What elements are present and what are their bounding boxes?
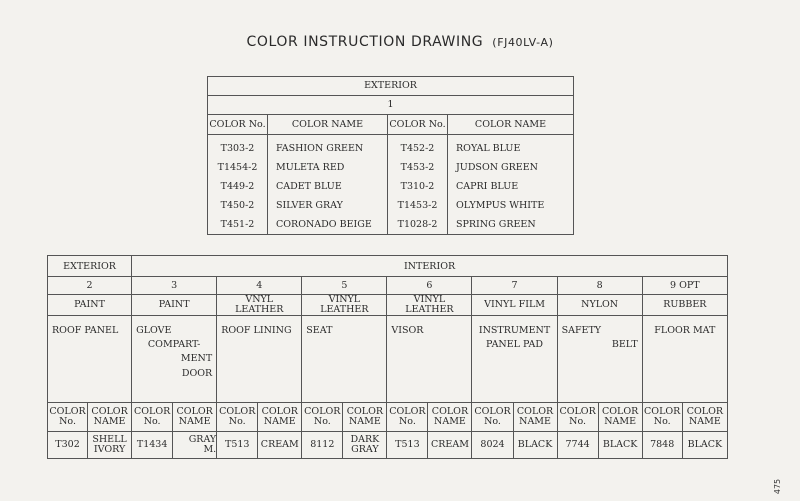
col-color-name	[598, 402, 642, 431]
color-name	[682, 431, 727, 458]
item-number: 4	[217, 277, 302, 295]
color-name	[343, 431, 387, 458]
item-number: 8	[557, 277, 642, 295]
material-label: LEATHER	[320, 303, 369, 315]
color-name: CORONADO BEIGE	[276, 219, 372, 230]
header-line: COLOR	[176, 405, 213, 417]
col-color-no	[217, 402, 258, 431]
part-label: SAFETY	[561, 324, 602, 336]
material-cell	[472, 295, 557, 316]
color-name: FASHION GREEN	[276, 143, 364, 154]
material-cell	[387, 295, 472, 316]
interior-label: INTERIOR	[132, 256, 728, 277]
col-color-name	[513, 402, 557, 431]
header-line: COLOR	[559, 405, 596, 417]
header-line: COLOR	[431, 405, 469, 417]
material-label: VINYL	[328, 294, 361, 305]
col-color-no-left: COLOR No.	[208, 115, 268, 135]
col-color-no	[48, 402, 88, 431]
header-line: COLOR	[304, 405, 341, 417]
header-line: NAME	[434, 415, 466, 427]
color-code: 8024	[472, 431, 513, 458]
color-name: CAPRI BLUE	[456, 181, 519, 192]
color-code: 7744	[557, 431, 598, 458]
col-color-no-right: COLOR No.	[388, 115, 448, 135]
material-label: VINYL FILM	[484, 298, 545, 310]
header-line: COLOR	[133, 405, 171, 417]
item-number: 7	[472, 277, 557, 295]
col-color-no	[387, 402, 428, 431]
part-cell	[48, 315, 132, 402]
material-cell	[557, 295, 642, 316]
header-line: NAME	[519, 415, 551, 427]
color-code: T302	[48, 431, 88, 458]
item-number: 5	[302, 277, 387, 295]
color-name: OLYMPUS WHITE	[456, 200, 545, 211]
color-name: CADET BLUE	[276, 181, 342, 192]
header-line: COLOR	[389, 405, 426, 417]
part-label: SEAT	[306, 324, 333, 336]
material-label: PAINT	[74, 298, 105, 310]
header-line: No.	[484, 415, 501, 427]
col-color-name	[88, 402, 132, 431]
material-label: VINYL	[413, 294, 446, 305]
part-cell	[642, 315, 727, 402]
color-code: T449-2	[220, 181, 255, 192]
header-line: NAME	[93, 415, 126, 427]
col-color-no	[642, 402, 682, 431]
header-line: COLOR	[601, 405, 639, 417]
color-name	[258, 431, 302, 458]
title-text: COLOR INSTRUCTION DRAWING	[246, 34, 484, 50]
header-line: COLOR	[49, 405, 86, 417]
part-label: ROOF PANEL	[52, 324, 119, 336]
header-line: No.	[228, 415, 246, 427]
exterior-label: EXTERIOR	[48, 256, 132, 277]
color-name: SILVER GRAY	[276, 200, 343, 211]
material-cell	[642, 295, 727, 316]
page-number: 475	[773, 478, 783, 495]
parts-color-table	[47, 255, 728, 459]
col-color-name	[428, 402, 472, 431]
header-line: COLOR	[346, 405, 384, 417]
material-cell	[132, 295, 217, 316]
col-color-name	[343, 402, 387, 431]
color-code: T451-2	[220, 219, 255, 230]
color-name: JUDSON GREEN	[456, 162, 538, 173]
color-name: MULETA RED	[276, 162, 345, 173]
color-code: T1028-2	[397, 219, 438, 230]
header-line: COLOR	[219, 405, 256, 417]
color-name	[598, 431, 642, 458]
part-cell	[557, 315, 642, 402]
color-code: T513	[217, 431, 258, 458]
page-title	[0, 34, 800, 50]
header-line: NAME	[263, 415, 296, 427]
exterior-color-table	[207, 76, 574, 235]
color-code: T310-2	[400, 181, 435, 192]
header-line: COLOR	[91, 405, 128, 417]
color-name-line: BLACK	[517, 438, 553, 450]
color-code: T513	[387, 431, 428, 458]
col-color-name	[258, 402, 302, 431]
item-number: 2	[48, 277, 132, 295]
color-name	[428, 431, 472, 458]
color-code: T1453-2	[397, 200, 438, 211]
part-cell	[217, 315, 302, 402]
material-cell	[217, 295, 302, 316]
col-color-no	[472, 402, 513, 431]
col-color-no	[557, 402, 598, 431]
part-label: DOOR	[181, 367, 213, 379]
header-line: COLOR	[644, 405, 681, 417]
header-line: No.	[653, 415, 671, 427]
color-code: T303-2	[220, 143, 255, 154]
color-name-line: BLACK	[687, 438, 723, 450]
col-color-no	[132, 402, 173, 431]
part-cell	[472, 315, 557, 402]
item-number: 3	[132, 277, 217, 295]
color-name: SPRING GREEN	[456, 219, 536, 230]
header-line: COLOR	[686, 405, 724, 417]
header-line: No.	[398, 415, 416, 427]
color-code: T452-2	[400, 143, 435, 154]
part-cell	[132, 315, 217, 402]
left-codes	[208, 135, 268, 235]
color-code: T1434	[132, 431, 173, 458]
color-name-line: CREAM	[430, 438, 469, 450]
part-label: GLOVE	[136, 324, 172, 336]
material-label: PAINT	[158, 298, 190, 310]
color-name-line: DARK	[350, 433, 380, 445]
material-label: VNYL	[245, 294, 274, 305]
header-line: NAME	[348, 415, 381, 427]
header-line: No.	[143, 415, 161, 427]
header-line: COLOR	[474, 405, 511, 417]
header-line: COLOR	[516, 405, 554, 417]
col-color-name-right: COLOR NAME	[448, 115, 574, 135]
material-cell	[48, 295, 132, 316]
color-code: T453-2	[400, 162, 435, 173]
part-label: VISOR	[391, 324, 424, 336]
color-name-line: BLACK	[602, 438, 638, 450]
header-line: COLOR	[261, 405, 298, 417]
model-code: (FJ40LV-A)	[492, 36, 554, 49]
exterior-number: 1	[208, 96, 574, 115]
part-label: ROOF LINING	[221, 324, 292, 336]
material-cell	[302, 295, 387, 316]
right-names	[448, 135, 574, 235]
header-line: NAME	[178, 415, 211, 427]
color-code: 8112	[302, 431, 343, 458]
color-name-line: SHELL	[92, 433, 127, 445]
header-line: No.	[313, 415, 331, 427]
right-codes	[388, 135, 448, 235]
header-line: NAME	[688, 415, 721, 427]
color-name	[88, 431, 132, 458]
part-label: MENT	[180, 353, 213, 365]
color-name-line: CREAM	[260, 438, 299, 450]
header-line: No.	[59, 415, 76, 427]
color-name-line: GRAY	[188, 433, 217, 445]
material-label: NYLON	[581, 298, 619, 310]
header-line: NAME	[604, 415, 637, 427]
col-color-name	[682, 402, 727, 431]
material-label: RUBBER	[663, 298, 707, 310]
left-names	[268, 135, 388, 235]
part-cell	[302, 315, 387, 402]
part-label: INSTRUMENT	[478, 324, 551, 336]
part-label: COMPART-	[147, 339, 201, 351]
color-name	[513, 431, 557, 458]
item-number: 9 OPT	[642, 277, 727, 295]
color-code: 7848	[642, 431, 682, 458]
color-name-line: IVORY	[93, 443, 126, 455]
col-color-no	[302, 402, 343, 431]
col-color-name	[173, 402, 217, 431]
col-color-name-left: COLOR NAME	[268, 115, 388, 135]
material-label: LEATHER	[405, 303, 454, 315]
color-code: T450-2	[220, 200, 255, 211]
color-name-line: GRAY	[351, 443, 379, 455]
part-label: FLOOR MAT	[654, 324, 716, 336]
exterior-header: EXTERIOR	[208, 77, 574, 96]
header-line: No.	[569, 415, 587, 427]
item-number: 6	[387, 277, 472, 295]
color-name	[173, 431, 217, 458]
color-name: ROYAL BLUE	[456, 143, 521, 154]
part-cell	[387, 315, 472, 402]
material-label: LEATHER	[235, 303, 284, 315]
color-code: T1454-2	[217, 162, 258, 173]
part-label: PANEL PAD	[486, 339, 544, 351]
part-label: BELT	[611, 339, 638, 351]
color-name-line: M.	[203, 443, 217, 455]
